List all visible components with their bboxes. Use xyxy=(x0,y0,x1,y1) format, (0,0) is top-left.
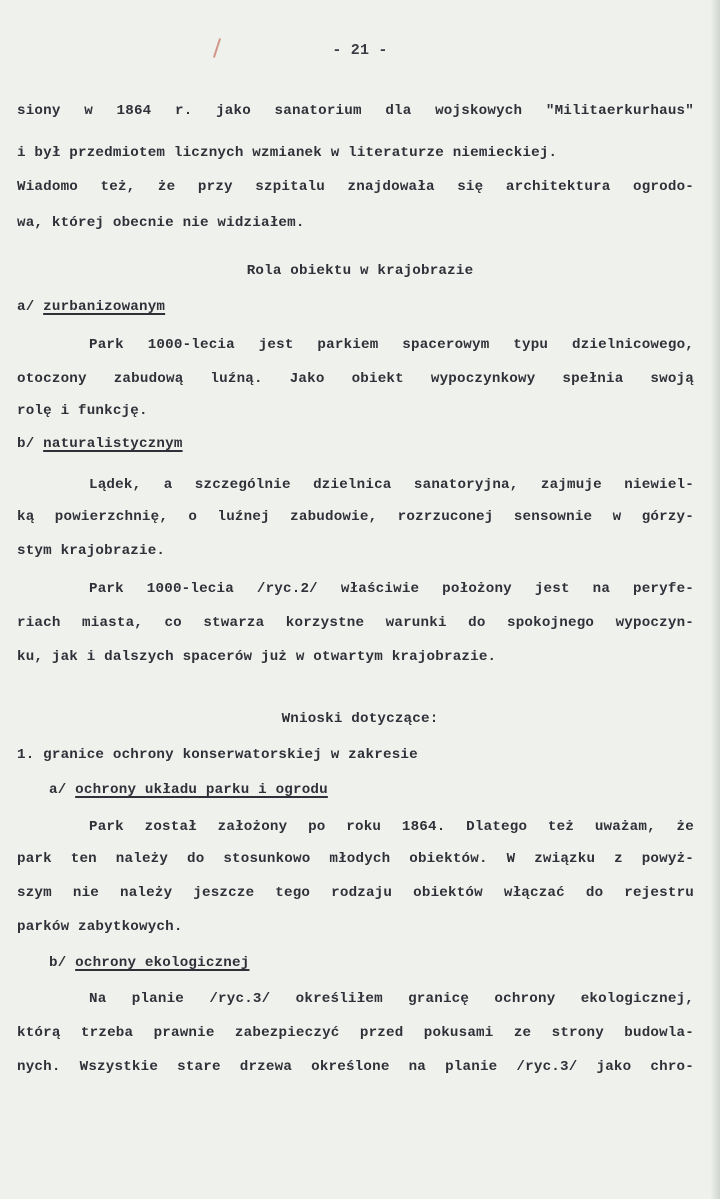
line-text: parków zabytkowych. xyxy=(17,919,183,935)
line-text: park ten należy do stosunkowo młodych obiektów. W związku z powyż- xyxy=(17,851,694,867)
section-heading xyxy=(0,262,720,280)
text-line xyxy=(17,850,694,868)
line-text: ku, jak i dalszych spacerów już w otwartym krajobrazie. xyxy=(17,649,497,665)
underlined-heading-text: ochrony ekologicznej xyxy=(75,955,250,971)
text-line xyxy=(89,580,694,598)
text-line xyxy=(17,178,694,196)
line-text: stym krajobrazie. xyxy=(17,543,166,559)
subsection-heading xyxy=(17,435,694,453)
line-text: a/ xyxy=(17,299,44,315)
text-line xyxy=(17,1058,694,1076)
text-line xyxy=(17,884,694,902)
line-text: b/ xyxy=(17,436,44,452)
subsection-heading xyxy=(49,781,694,799)
line-text: Park został założony po roku 1864. Dlatego też uważam, że xyxy=(89,819,694,835)
page-number: - 21 - xyxy=(332,42,388,59)
line-text: nych. Wszystkie stare drzewa określone na planie /ryc.3/ jako chro- xyxy=(17,1059,694,1075)
text-line xyxy=(17,102,694,120)
line-text: Na planie /ryc.3/ określiłem granicę ochrony ekologicznej, xyxy=(89,991,694,1007)
line-text: ką powierzchnię, o luźnej zabudowie, rozrzuconej sensownie w górzy- xyxy=(17,509,694,525)
text-line xyxy=(17,542,694,560)
text-line xyxy=(17,918,694,936)
line-text: Park 1000-lecia /ryc.2/ właściwie położony jest na peryfe- xyxy=(89,581,694,597)
text-line xyxy=(17,508,694,526)
text-line xyxy=(17,370,694,388)
line-text: Lądek, a szczególnie dzielnica sanatoryjna, zajmuje niewiel- xyxy=(89,477,694,493)
text-line xyxy=(17,214,694,232)
underlined-heading-text: zurbanizowanym xyxy=(43,299,166,315)
subsection-heading xyxy=(49,954,694,972)
text-line xyxy=(17,648,694,666)
text-line xyxy=(17,402,694,420)
text-line xyxy=(89,336,694,354)
line-text: wa, której obecnie nie widziałem. xyxy=(17,215,305,231)
line-text: 1. granice ochrony konserwatorskiej w zakresie xyxy=(17,747,418,763)
line-text: b/ xyxy=(49,955,76,971)
text-line xyxy=(17,144,694,162)
underlined-heading-text: naturalistycznym xyxy=(43,436,183,452)
text-line xyxy=(89,476,694,494)
text-line xyxy=(89,990,694,1008)
line-text: Wnioski dotyczące: xyxy=(281,711,439,727)
line-text: riach miasta, co stwarza korzystne warunki do spokojnego wypoczyn- xyxy=(17,615,694,631)
line-text: Wiadomo też, że przy szpitalu znajdowała się architektura ogrodo- xyxy=(17,179,694,195)
line-text: a/ xyxy=(49,782,76,798)
subsection-heading xyxy=(17,298,694,316)
line-text: otoczony zabudową luźną. Jako obiekt wypoczynkowy spełnia swoją xyxy=(17,371,694,387)
underlined-heading-text: ochrony układu parku i ogrodu xyxy=(75,782,328,798)
text-line xyxy=(17,614,694,632)
line-text: szym nie należy jeszcze tego rodzaju obiektów włączać do rejestru xyxy=(17,885,694,901)
section-heading xyxy=(0,710,720,728)
line-text: siony w 1864 r. jako sanatorium dla wojskowych "Militaerkurhaus" xyxy=(17,103,694,119)
numbered-item xyxy=(17,746,694,764)
line-text: którą trzeba prawnie zabezpieczyć przed pokusami ze strony budowla- xyxy=(17,1025,694,1041)
line-text: Park 1000-lecia jest parkiem spacerowym typu dzielnicowego, xyxy=(89,337,694,353)
line-text: Rola obiektu w krajobrazie xyxy=(246,263,474,279)
line-text: rolę i funkcję. xyxy=(17,403,148,419)
line-text: i był przedmiotem licznych wzmianek w literaturze niemieckiej. xyxy=(17,145,558,161)
text-line xyxy=(89,818,694,836)
text-line xyxy=(17,1024,694,1042)
